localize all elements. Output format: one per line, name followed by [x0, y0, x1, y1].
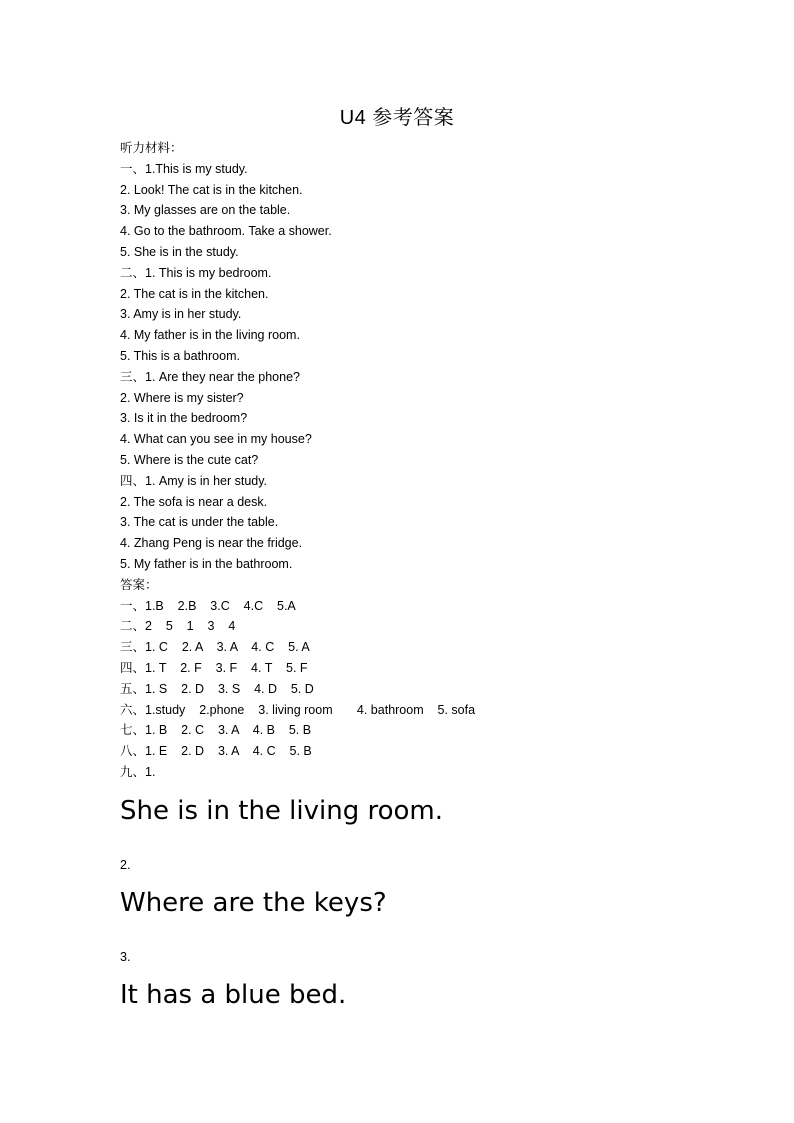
- listening-line: 5. She is in the study.: [120, 244, 239, 259]
- answer-line: 四、1. T 2. F 3. F 4. T 5. F: [120, 660, 308, 675]
- answer-line: 九、1.: [120, 764, 156, 779]
- listening-line: 2. Look! The cat is in the kitchen.: [120, 182, 303, 197]
- document-body: [120, 138, 720, 1013]
- listening-line: 一、1.This is my study.: [120, 161, 248, 176]
- listening-line: 3. Is it in the bedroom?: [120, 411, 248, 426]
- writing-answer-3: It has a blue bed.: [120, 979, 347, 1010]
- question-number-2: 2.: [120, 857, 131, 872]
- answers-heading: 答案：: [120, 577, 158, 592]
- listening-line: 5. Where is the cute cat?: [120, 452, 259, 467]
- listening-line: 三、1. Are they near the phone?: [120, 369, 300, 384]
- listening-line: 5. This is a bathroom.: [120, 348, 240, 363]
- writing-answer-2: Where are the keys?: [120, 887, 387, 918]
- answer-line: 三、1. C 2. A 3. A 4. C 5. A: [120, 640, 310, 655]
- answer-line: 一、1.B 2.B 3.C 4.C 5.A: [120, 598, 296, 613]
- question-number-3: 3.: [120, 949, 131, 964]
- answer-line: 五、1. S 2. D 3. S 4. D 5. D: [120, 681, 314, 696]
- answer-line: 二、2 5 1 3 4: [120, 619, 236, 634]
- listening-line: 3. My glasses are on the table.: [120, 203, 291, 218]
- listening-line: 二、1. This is my bedroom.: [120, 265, 272, 280]
- listening-line: 4. Zhang Peng is near the fridge.: [120, 536, 303, 551]
- listening-line: 四、1. Amy is in her study.: [120, 473, 268, 488]
- answer-line: 八、1. E 2. D 3. A 4. C 5. B: [120, 744, 312, 759]
- listening-line: 5. My father is in the bathroom.: [120, 556, 293, 571]
- listening-heading: 听力材料：: [120, 141, 183, 155]
- listening-line: 4. What can you see in my house?: [120, 432, 312, 447]
- listening-line: 2. Where is my sister?: [120, 390, 244, 405]
- writing-answer-1: She is in the living room.: [120, 795, 444, 826]
- answer-line: 七、1. B 2. C 3. A 4. B 5. B: [120, 723, 312, 738]
- listening-line: 4. Go to the bathroom. Take a shower.: [120, 224, 332, 239]
- listening-line: 3. Amy is in her study.: [120, 307, 242, 322]
- listening-line: 2. The cat is in the kitchen.: [120, 286, 269, 301]
- page-title: U4 参考答案: [339, 107, 455, 129]
- answer-line: 六、1.study 2.phone 3. living room 4. bathroom 5. sofa: [120, 702, 476, 717]
- listening-line: 4. My father is in the living room.: [120, 328, 300, 343]
- listening-line: 3. The cat is under the table.: [120, 515, 279, 530]
- listening-line: 2. The sofa is near a desk.: [120, 494, 268, 509]
